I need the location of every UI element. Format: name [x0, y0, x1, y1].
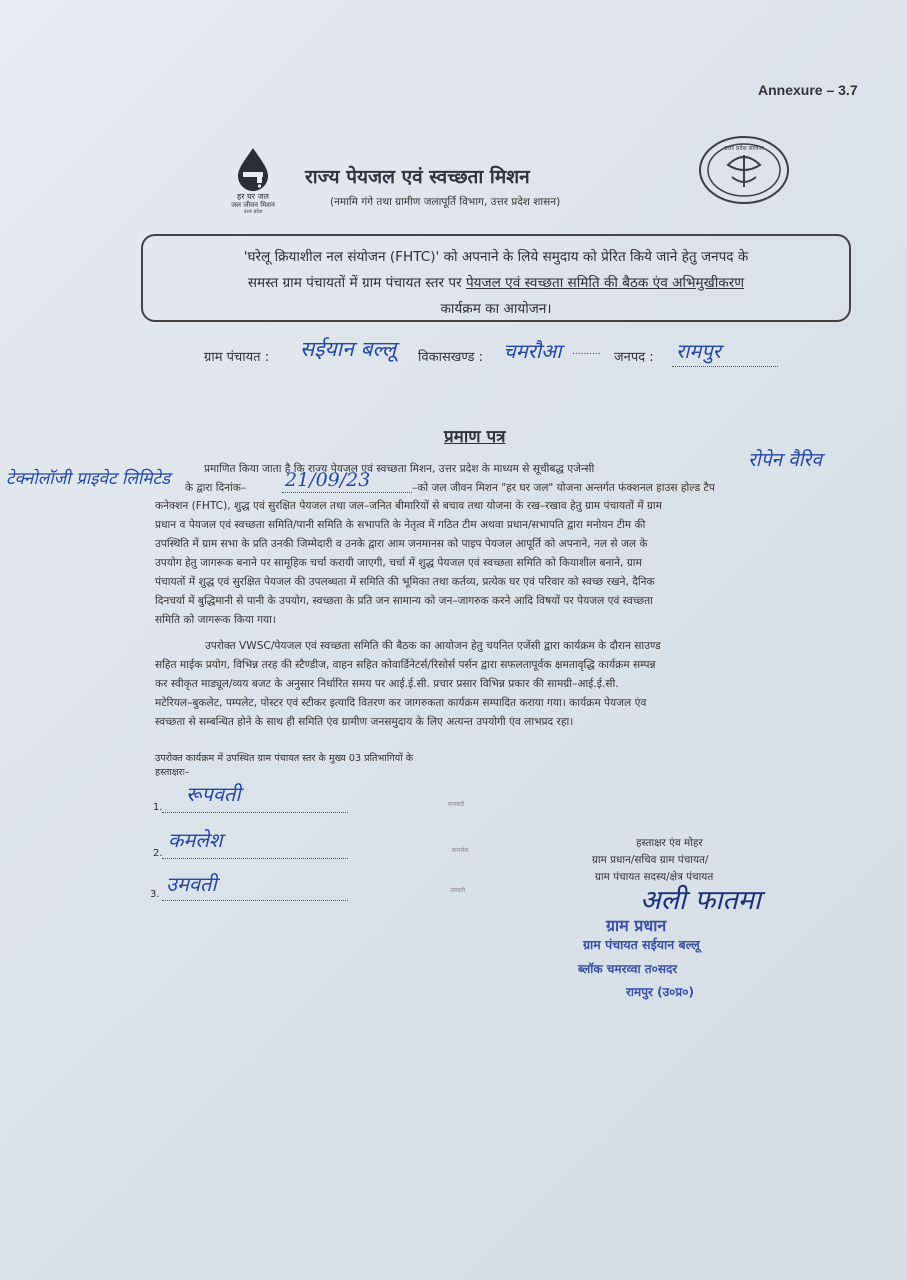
participant-2-faint: कमलेश	[452, 847, 469, 854]
participant-2-signature: कमलेश	[168, 828, 223, 852]
handwritten-date: 21/09/23	[285, 469, 371, 491]
date-dotted-line	[282, 492, 412, 493]
participant-1-number: 1.	[153, 802, 163, 813]
gp-value: सईयान बल्लू	[300, 337, 397, 361]
participant-1-faint: रूपवती	[448, 801, 465, 808]
certificate-heading: प्रमाण पत्र	[444, 427, 506, 447]
box-line-2-prefix: समस्त ग्राम पंचायतों में ग्राम पंचायत स्तर पर	[247, 275, 466, 291]
para1-line-9: समिति को जागरूक किया गया।	[155, 614, 276, 626]
participant-3-signature: उमवती	[166, 872, 217, 896]
participant-2-line	[162, 858, 348, 859]
stamp-line-4: रामपुर (उ०प्र०)	[626, 985, 694, 999]
para2-line-3: कर स्वीकृत माड्यूल/व्यय बजट के अनुसार निर्धारित समय पर आई.ई.सी. प्रचार प्रसार विभिन्न प्रकार की सामग्री–आई.ई.सी.	[155, 678, 619, 690]
participant-1-signature: रूपवती	[186, 782, 241, 806]
para1-line-2a: के द्वारा दिनांक–	[185, 482, 247, 494]
seal-text: उत्तर प्रदेश सरकार	[724, 145, 764, 152]
handwritten-agency-right: रोपेन वैरिव	[748, 449, 822, 471]
jal-jeevan-mission-logo	[222, 146, 284, 215]
block-dots: ..........	[572, 347, 601, 357]
district-value: रामपुर	[676, 339, 721, 363]
mission-subtitle: (नमामि गंगे तथा ग्रामीण जलापूर्ति विभाग, उत्तर प्रदेश शासन)	[330, 196, 561, 208]
gp-label: ग्राम पंचायत :	[204, 350, 270, 365]
block-value: चमरौआ	[503, 339, 562, 363]
box-line-3: कार्यक्रम का आयोजन।	[440, 301, 552, 317]
emblem-icon	[698, 135, 790, 205]
participant-3-number: 3.	[150, 889, 160, 900]
stamp-line-3: ब्लॉक चमरव्वा त०सदर	[578, 962, 678, 976]
participant-2-number: 2.	[153, 848, 163, 859]
para1-line-8: दिनचर्या में बुद्धिमानी से पानी के उपयोग, स्वच्छता के प्रति जन सामान्य को जन–जागरुक करने आदि विषयों पर पेयजल एवं स्वच्छता	[155, 595, 653, 607]
signatory-line-1: हस्ताक्षर एंव मोहर	[636, 837, 703, 849]
para2-line-1: उपरोक्त VWSC/पेयजल एवं स्वच्छता समिति की बैठक का आयोजन हेतु चयनित एजेंसी द्वारा कार्यक्रम के दौरान साउण्ड	[205, 640, 661, 652]
logo-line-1: हर घर जल	[237, 192, 269, 201]
box-line-2-underlined: पेयजल एवं स्वच्छता समिति की बैठक एंव अभिमुखीकरण	[465, 275, 745, 291]
mission-title: राज्य पेयजल एवं स्वच्छता मिशन	[305, 166, 530, 188]
para2-line-5: स्वच्छता से सम्बन्धित होने के साथ ही समिति एंव ग्रामीण जनसमुदाय के लिए अत्यन्त उपयोगी एंव लाभप्रद रहा।	[155, 716, 574, 728]
para1-line-1: प्रमाणित किया जाता है कि राज्य पेयजल एवं स्वच्छता मिशन, उत्तर प्रदेश के माध्यम से सूचीबद्ध एजेन्सी	[204, 463, 595, 475]
para1-line-6: उपयोग हेतु जागरूक बनाने पर सामूहिक चर्चा करायी जाएगी, चर्चा में शुद्ध पेयजल एवं स्वच्छता समिति को कियाशील बनाने, ग्राम	[155, 557, 642, 569]
annexure-label: Annexure – 3.7	[758, 82, 858, 98]
box-line-2	[155, 270, 837, 296]
participant-3-line	[162, 900, 348, 901]
participant-1-line	[162, 812, 348, 813]
participant-3-faint: उमवती	[450, 887, 466, 894]
district-label: जनपद :	[614, 350, 654, 365]
para1-line-2b: –को जल जीवन मिशन "हर घर जल" योजना अन्तर्गत फंक्शनल हाउस होल्ड टैप	[412, 482, 715, 494]
handwritten-agency-left: टेक्नोलॉजी प्राइवेट लिमिटेड	[6, 469, 171, 489]
participants-intro-2: हस्ताक्षरः–	[155, 767, 190, 778]
para1-line-5: उपस्थिति में ग्राम सभा के प्रति उनकी जिम्मेदारी व उनके द्वारा आम जनमानस को पाइप पेयजल आपूर्ति को अपनाने, नल से जल के	[155, 538, 648, 550]
up-government-seal	[698, 135, 790, 209]
para1-line-3: कनेक्शन (FHTC), शुद्ध एवं सुरक्षित पेयजल तथा जल–जनित बीमारियों से बचाव तथा योजना के रख–रखाव हेतु ग्राम पंचायतों में ग्राम	[155, 500, 663, 512]
water-drop-tap-icon	[233, 146, 273, 192]
stamp-line-1: ग्राम प्रधान	[606, 916, 667, 935]
pradhan-signature: अली फातमा	[640, 885, 761, 916]
logo-line-3: उत्तर प्रदेश	[243, 209, 263, 215]
box-line-1: 'घरेलू क्रियाशील नल संयोजन (FHTC)' को अपनाने के लिये समुदाय को प्रेरित किये जाने हेतु जनपद के	[243, 249, 749, 265]
para2-line-2: सहित माईक प्रयोग, विभिन्न तरह की स्टैण्डीज, वाहन सहित कोवार्डिनेटर्स/रिसोर्स पर्सन द्वारा सफलतापूर्वक क्षमतावृद्धि कार्यक्रम सम्पन्न	[155, 659, 656, 671]
para2-line-4: मटेरियल–बुकलेट, पम्पलेट, पोस्टर एवं स्टीकर इत्यादि वितरण कर जागरुकता कार्यक्रम सम्पादित कराया गया। कार्यक्रम पेयजल एंव	[155, 697, 647, 709]
para1-line-4: प्रधान व पेयजल एवं स्वच्छता समिति/पानी समिति के सभापति के नेतृत्व में गठित टीम अथवा प्रधान/सभापति द्वारा मनोयन टीम की	[155, 519, 646, 531]
para1-line-7: पंचायतों में शुद्ध एवं सुरक्षित पेयजल की उपलब्धता में समिति की भूमिका तथा कर्तव्य, प्रत्येक घर एवं परिवार को स्वच्छ रखने, दैनिक	[155, 576, 655, 588]
program-title-box	[141, 234, 851, 322]
district-dotted-line	[672, 366, 778, 367]
logo-line-2: जल जीवन मिशन	[231, 201, 275, 209]
signatory-line-2: ग्राम प्रधान/सचिव ग्राम पंचायत/	[592, 854, 709, 866]
participants-intro-1: उपरोक्त कार्यक्रम में उपस्थित ग्राम पंचायत स्तर के मुख्य 03 प्रतिभागियों के	[155, 753, 414, 764]
signatory-line-3: ग्राम पंचायत सदस्य/क्षेत्र पंचायत	[595, 871, 714, 883]
block-label: विकासखण्ड :	[418, 350, 484, 365]
stamp-line-2: ग्राम पंचायत सईयान बल्लू	[583, 937, 700, 952]
